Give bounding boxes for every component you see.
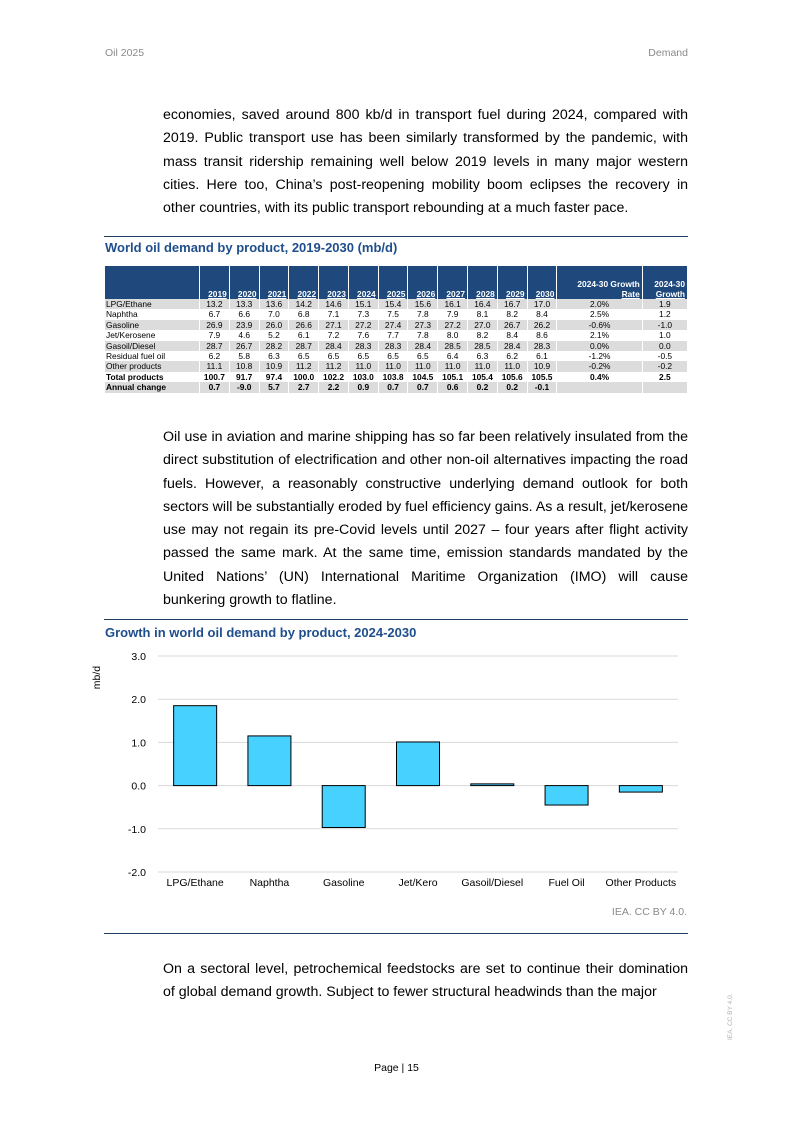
table-cell: 91.7 [236, 371, 253, 382]
table-cell: 16.1 [438, 299, 467, 309]
table-cell: 15.6 [408, 299, 437, 309]
table-row [105, 361, 687, 371]
table-cell: 7.2 [327, 330, 340, 341]
table-cell: 5.8 [238, 351, 250, 362]
bar-jet-kero [397, 742, 440, 786]
table-cell: -9.0 [230, 382, 259, 392]
table-row [105, 330, 687, 340]
table-cell: 0.7 [379, 382, 408, 392]
table-cell: 6.3 [476, 351, 489, 362]
header-right: Demand [648, 47, 688, 59]
column-header: 2024-30 Growth Rate [557, 266, 641, 299]
table-cell: Naphtha [106, 309, 138, 320]
y-axis-label: mb/d [91, 665, 103, 690]
bar-gasoil-diesel [471, 784, 514, 786]
table-cell: 6.6 [238, 309, 250, 320]
table-cell: 14.2 [289, 299, 318, 309]
table-cell: 26.7 [230, 341, 259, 351]
table-cell: 6.4 [446, 351, 459, 362]
table-cell: 7.0 [268, 309, 280, 320]
table-cell: 26.0 [260, 320, 289, 330]
table-cell: 26.2 [528, 320, 557, 330]
table-cell: 11.2 [289, 361, 318, 371]
y-tick-label: 2.0 [131, 694, 146, 707]
divider [104, 619, 688, 620]
bar-lpg-ethane [174, 706, 217, 786]
table-cell: 17.0 [528, 299, 557, 309]
table-cell: 7.8 [417, 309, 429, 320]
x-tick-label: Naphtha [249, 877, 290, 889]
x-tick-label: Other Products [605, 877, 677, 889]
column-header: 2030 [528, 266, 557, 299]
chart-source: IEA. CC BY 4.0. [611, 906, 687, 918]
table-cell: 11.0 [498, 361, 527, 371]
table-cell: 7.8 [417, 330, 429, 341]
table-cell: -1.0 [643, 320, 687, 330]
table-cell: 1.9 [643, 299, 687, 309]
table-cell: 0.7 [200, 382, 229, 392]
table-cell: 13.3 [230, 299, 259, 309]
table-cell: Residual fuel oil [106, 351, 166, 362]
table-cell: 26.6 [289, 320, 318, 330]
table-cell: 11.0 [438, 361, 467, 371]
bar-naphtha [248, 736, 291, 786]
y-tick-label: -1.0 [127, 823, 146, 836]
column-header: 2028 [468, 266, 497, 299]
table-cell: 2.0% [557, 299, 641, 309]
table-cell: 6.3 [268, 351, 280, 362]
table-cell: -0.1 [528, 382, 557, 392]
table-cell: 8.4 [506, 330, 519, 341]
column-header: 2020 [230, 266, 259, 299]
column-header: 2029 [498, 266, 527, 299]
table-cell: 27.3 [408, 320, 437, 330]
table-row [105, 382, 687, 392]
table-cell: 2.2 [319, 382, 348, 392]
table-cell: 6.8 [297, 309, 310, 320]
table-cell: 7.9 [446, 309, 459, 320]
column-header: 2024-30 Growth [643, 266, 687, 299]
table-cell: 0.0% [557, 341, 641, 351]
table-cell: 26.7 [498, 320, 527, 330]
table-cell: 105.1 [442, 371, 464, 382]
table-cell: 2.7 [289, 382, 318, 392]
x-tick-label: Jet/Kero [398, 877, 438, 889]
table-cell: 0.9 [349, 382, 378, 392]
table-cell: 1.2 [659, 309, 671, 320]
table-cell: 28.5 [438, 341, 467, 351]
table-cell: 6.5 [297, 351, 310, 362]
table-cell: 0.7 [408, 382, 437, 392]
column-header: 2024 [349, 266, 378, 299]
table-row [105, 299, 687, 309]
table-cell: 2.1% [590, 330, 610, 341]
table-cell: Gasoline [105, 320, 199, 330]
table-cell: 28.3 [379, 341, 408, 351]
chart-title: Growth in world oil demand by product, 2024-2030 [105, 625, 417, 640]
table-cell: 27.1 [319, 320, 348, 330]
table-cell [643, 382, 687, 392]
table-cell: 6.1 [297, 330, 310, 341]
table-cell: Jet/Kerosene [106, 330, 156, 341]
table-cell: 104.5 [412, 371, 434, 382]
table-cell: 23.9 [230, 320, 259, 330]
table-cell: 15.1 [349, 299, 378, 309]
table-title: World oil demand by product, 2019-2030 (mb/d) [105, 240, 398, 255]
x-tick-label: Fuel Oil [548, 877, 585, 889]
table-cell: 100.7 [203, 371, 225, 382]
table-cell: 10.9 [260, 361, 289, 371]
table-cell: 14.6 [319, 299, 348, 309]
table-cell: 0.6 [438, 382, 467, 392]
table-cell: 7.7 [387, 330, 399, 341]
column-header: 2026 [408, 266, 437, 299]
table-row [105, 372, 687, 382]
table-cell: 10.9 [528, 361, 557, 371]
table-cell: 27.4 [379, 320, 408, 330]
x-tick-label: Gasoline [322, 877, 365, 889]
paragraph: On a sectoral level, petrochemical feedstocks are set to continue their domination of global demand growth. Subject to fewer structural headwinds than the major [163, 961, 688, 1001]
table-cell: 4.6 [238, 330, 250, 341]
table-cell: 7.1 [327, 309, 340, 320]
table-cell: 13.2 [200, 299, 229, 309]
column-header: 2023 [319, 266, 348, 299]
y-tick-label: -2.0 [127, 867, 146, 879]
divider [104, 933, 688, 934]
table-cell: 11.0 [379, 361, 408, 371]
y-tick-label: 3.0 [131, 651, 146, 663]
table-cell: -1.2% [588, 351, 611, 362]
table-cell: 16.7 [498, 299, 527, 309]
table-cell: 5.2 [268, 330, 280, 341]
table-cell: -0.2 [643, 361, 687, 371]
table-cell: 1.0 [659, 330, 671, 341]
table-row [105, 341, 687, 351]
column-header: 2022 [289, 266, 318, 299]
table-cell: 11.2 [319, 361, 348, 371]
table-cell: 6.5 [357, 351, 370, 362]
table-cell: 6.7 [208, 309, 221, 320]
table-cell: 103.0 [352, 371, 374, 382]
column-header: 2021 [260, 266, 289, 299]
table-cell: 103.8 [382, 371, 404, 382]
table-cell: 0.2 [468, 382, 497, 392]
paragraph: Oil use in aviation and marine shipping has so far been relatively insulated from the direct substitution of electrification and other non-oil alternatives impacting the road fuels. However, a reasonably constructive underlying demand outlook for both sectors will be substantially eroded by fuel efficiency gains. As a result, jet/kerosene use may not regain its pre-Covid levels until 2027 – four years after flight activity passed the same mark. At the same time, emission standards mandated by the United Nations’ (UN) International Maritime Organization (IMO) will cause bunkering growth to flatline. [163, 429, 688, 609]
table-cell: 0.4% [590, 371, 610, 382]
divider [104, 236, 688, 237]
page-number: Page | 15 [374, 1062, 419, 1074]
table-cell: 28.4 [498, 341, 527, 351]
table-cell: 11.0 [408, 361, 437, 371]
table-cell: 10.8 [230, 361, 259, 371]
table-cell: 28.3 [528, 341, 557, 351]
column-header: 2019 [200, 266, 229, 299]
table-cell: 7.9 [208, 330, 221, 341]
table-cell: 8.1 [476, 309, 489, 320]
table-cell: 15.4 [379, 299, 408, 309]
table-cell: 7.5 [387, 309, 399, 320]
table-cell: 8.2 [476, 330, 489, 341]
table-cell: 2.5% [590, 309, 610, 320]
table-cell [557, 382, 641, 392]
table-cell: 6.1 [536, 351, 548, 362]
table-cell: 7.6 [357, 330, 370, 341]
table-cell: 7.3 [357, 309, 370, 320]
table-cell: 8.0 [446, 330, 459, 341]
table-cell: Annual change [105, 382, 199, 392]
table-cell: 11.0 [468, 361, 497, 371]
paragraph: economies, saved around 800 kb/d in transport fuel during 2024, compared with 2019. Public transport use has been similarly transformed by the pandemic, with mass transit ridership remaining well below 2019 levels in many major western cities. Here too, China’s post-reopening mobility boom eclipses the recovery in other countries, with its public transport rebounding at a much faster pace. [163, 107, 688, 217]
bar-gasoline [322, 786, 365, 828]
x-tick-label: LPG/Ethane [166, 877, 224, 889]
table-cell: 28.4 [319, 341, 348, 351]
table-cell: -0.5 [657, 351, 673, 362]
table-cell: 6.5 [417, 351, 429, 362]
table-cell: 11.0 [349, 361, 378, 371]
y-tick-label: 1.0 [131, 737, 146, 750]
table-cell: 8.2 [506, 309, 519, 320]
table-cell: 102.2 [323, 371, 344, 382]
table-cell: 27.2 [438, 320, 467, 330]
table-cell: 105.4 [471, 371, 493, 382]
x-tick-label: Gasoil/Diesel [461, 877, 524, 889]
column-header: 2025 [379, 266, 408, 299]
header-left: Oil 2025 [105, 47, 145, 59]
table-cell: 6.5 [387, 351, 399, 362]
table-cell: 6.2 [506, 351, 519, 362]
table-row [105, 320, 687, 330]
table-cell: 11.1 [200, 361, 229, 371]
table-cell: 13.6 [260, 299, 289, 309]
column-header: 2027 [438, 266, 467, 299]
bar-other-products [619, 786, 662, 792]
table-cell: -0.6% [557, 320, 641, 330]
table-row [105, 351, 687, 361]
table-cell: 27.2 [349, 320, 378, 330]
table-cell: LPG/Ethane [105, 299, 199, 309]
table-cell: 8.6 [536, 330, 548, 341]
table-cell: 28.7 [200, 341, 229, 351]
demand-table [104, 266, 688, 393]
table-cell: 27.0 [468, 320, 497, 330]
table-cell: 6.5 [327, 351, 340, 362]
table-cell: Gasoil/Diesel [105, 341, 199, 351]
table-cell: 28.5 [468, 341, 497, 351]
table-cell: 16.4 [468, 299, 497, 309]
table-cell: 105.5 [531, 371, 553, 382]
column-header [105, 266, 199, 299]
table-row [105, 309, 687, 319]
table-cell: 100.0 [293, 371, 315, 382]
table-cell: 0.2 [498, 382, 527, 392]
table-cell: 0.0 [643, 341, 687, 351]
table-header-row [105, 266, 687, 299]
table-cell: 105.6 [501, 371, 523, 382]
table-cell: 28.2 [260, 341, 289, 351]
table-cell: 97.4 [265, 371, 283, 382]
table-cell: 26.9 [200, 320, 229, 330]
table-cell: 8.4 [536, 309, 548, 320]
table-cell: Total products [106, 371, 164, 382]
watermark: IEA. CC BY 4.0. [727, 993, 734, 1040]
table-cell: -0.2% [557, 361, 641, 371]
table-cell: 6.2 [208, 351, 221, 362]
table-cell: 28.3 [349, 341, 378, 351]
table-cell: Other products [105, 361, 199, 371]
table-cell: 28.4 [408, 341, 437, 351]
bar-chart [0, 645, 793, 890]
table-cell: 2.5 [659, 371, 671, 382]
table-cell: 5.7 [260, 382, 289, 392]
bar-fuel-oil [545, 786, 588, 805]
table-cell: 28.7 [289, 341, 318, 351]
y-tick-label: 0.0 [131, 780, 146, 793]
